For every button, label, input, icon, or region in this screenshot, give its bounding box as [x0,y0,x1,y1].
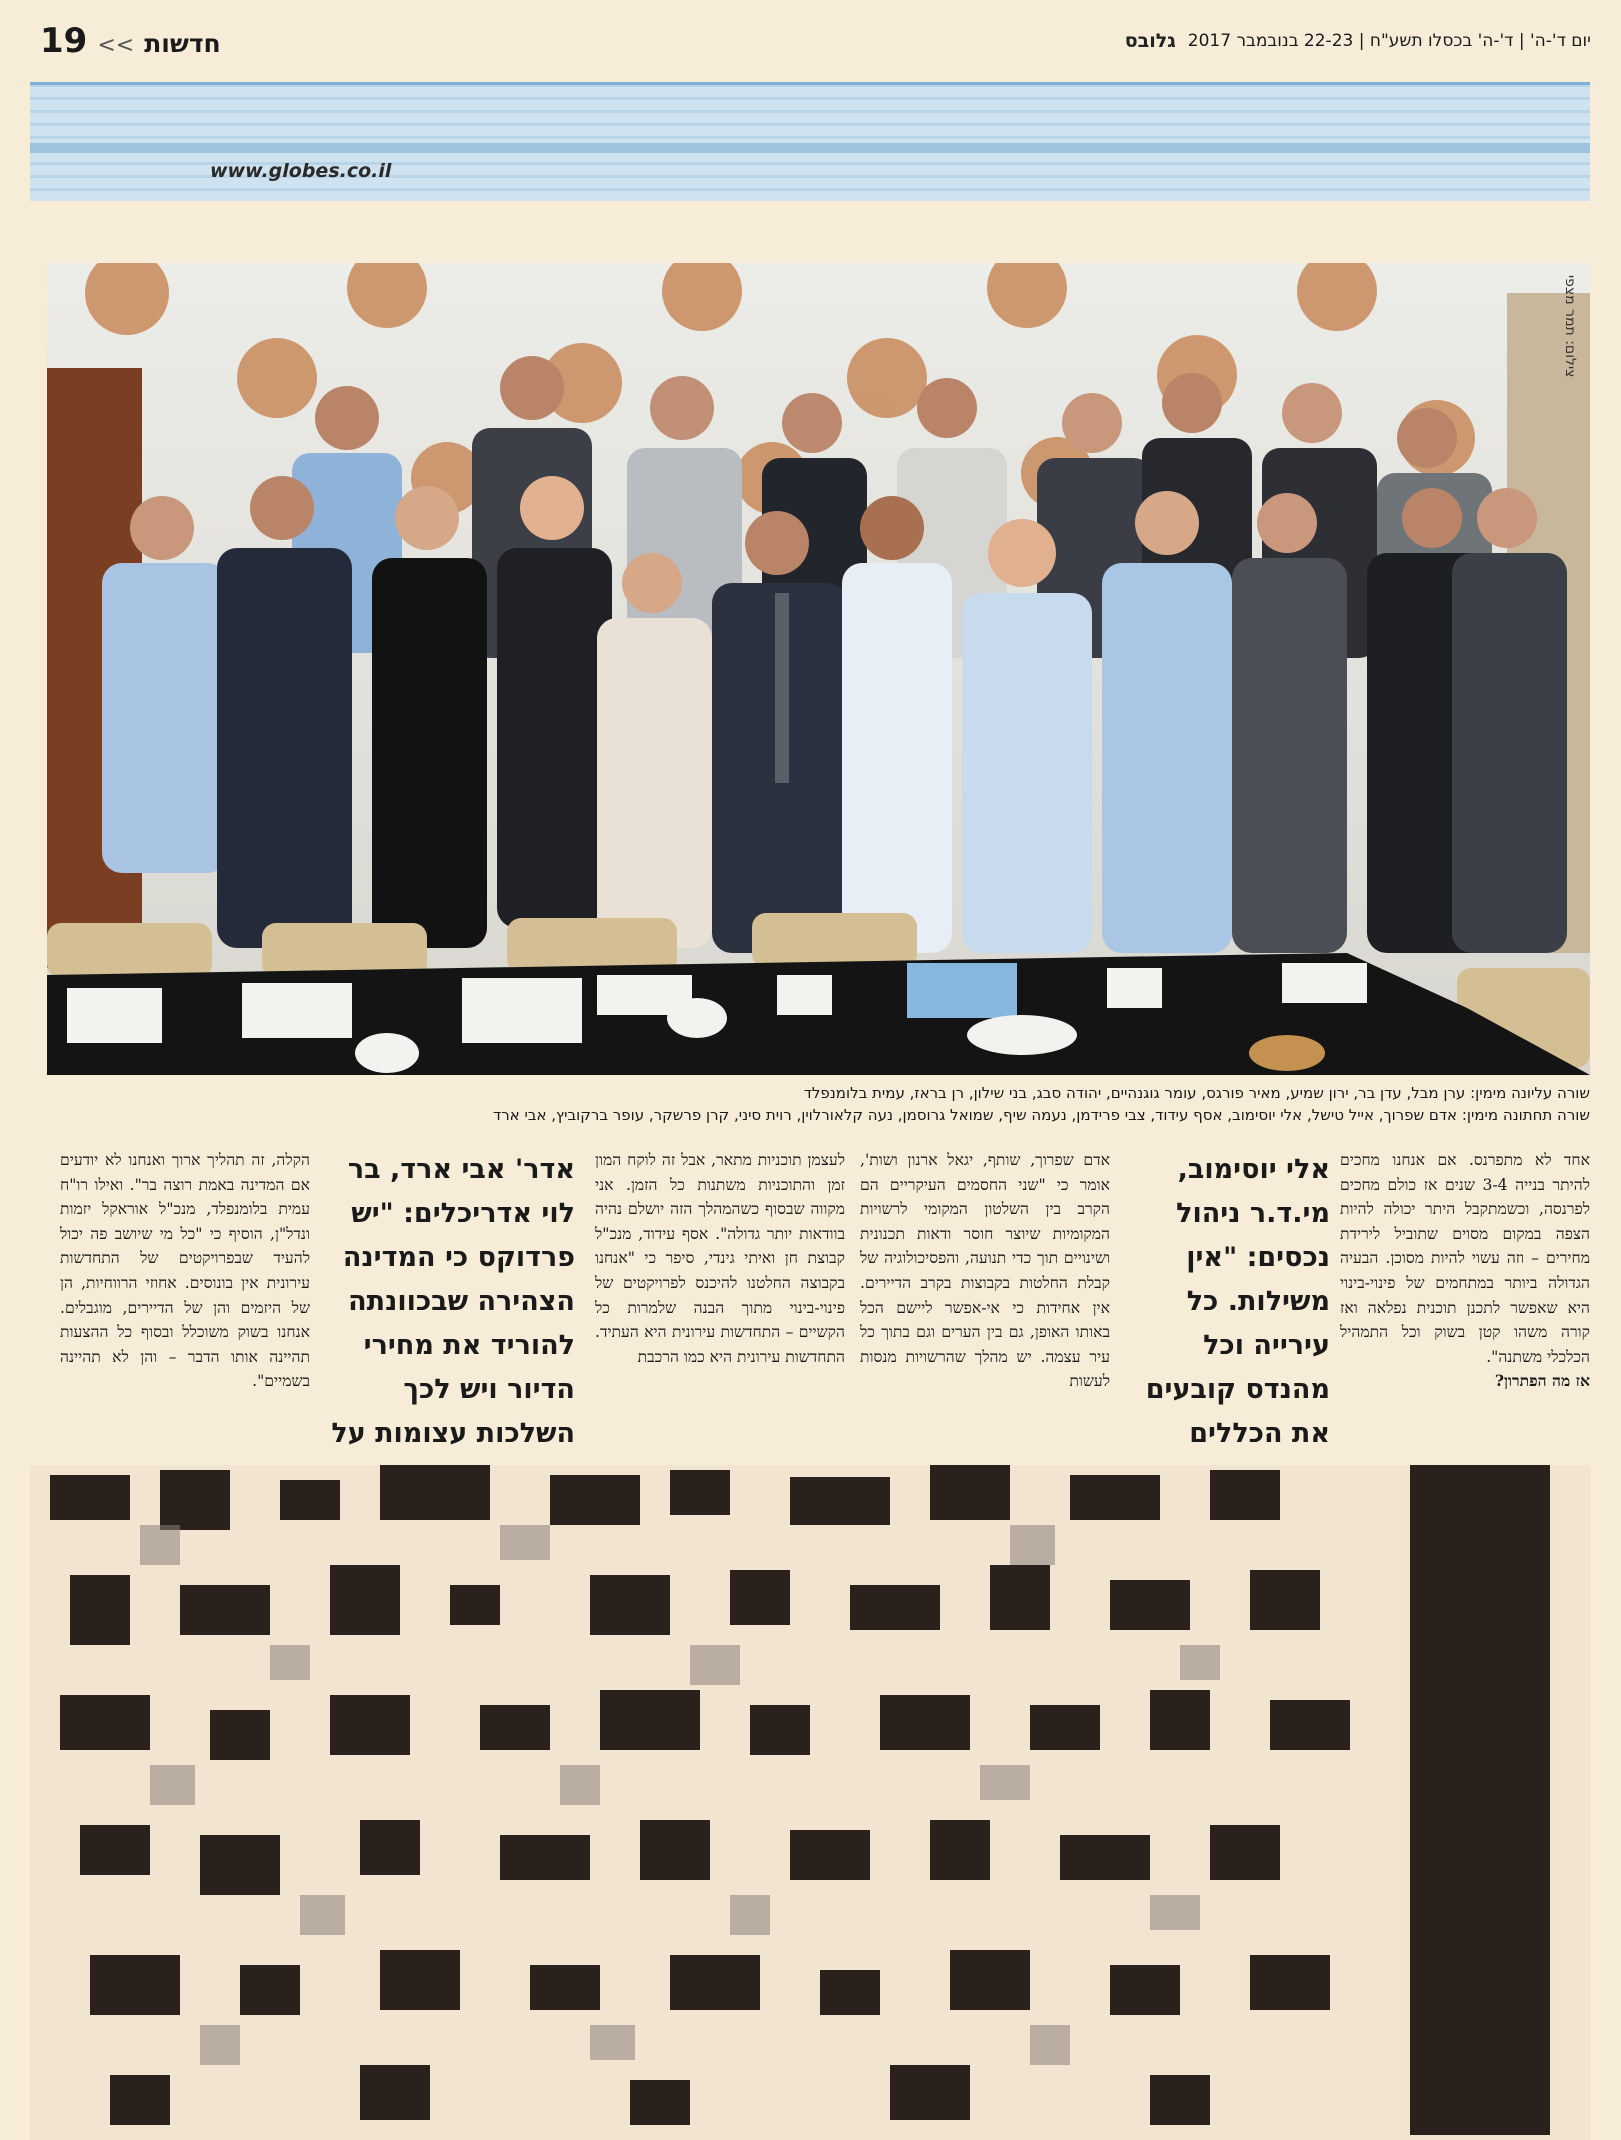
pixelated-pattern [30,1465,1590,2140]
obscured-region [30,1465,1590,2140]
page-number-block [40,21,221,61]
column-1-text: אחד לא מתפרנס. אם אנחנו מחכים להיתר בנייה 3-4 שנים אז כולם מחכים לפרנסה, וכשמתקבל היתר יכולה להיות הצפה במקום מסוים שתוביל לירידת מחירים – וזה עשוי להיות מסוכן. הבעיה הגדולה ביותר במתחמים של פינוי-בינוי היא שאפשר לתכנן תוכנית נפלאה ואז קורה משהו קטן בשוק וכל התמהיל הכלכלי משתנה". [1340,1151,1591,1366]
caption-bottom-row: שורה תחתונה מימין: אדם שפרוך, אייל טישל, אלי יוסימוב, אסף עידוד, צבי פרידמן, נעמה שיף, שמואל גרוסמן, נעה קלאורלוין, רוית סיני, קרן פרשקר, עופר ברקוביץ, אבי ארד [493,1106,1590,1124]
pull-quote-yosimov-speaker: אלי יוסימוב, מי.ד.ר ניהול נכסים: [1176,1154,1330,1273]
caption-top-row: שורה עליונה מימין: ערן מבל, עדן בר, ירון שמיע, מאיר פורגס, עומר גוגנהיים, יהודה סבג, בני שילון, רן בראז, עמית בלומנפלד [803,1084,1590,1102]
article-column-4 [595,1148,845,1369]
globes-logo: גלובס [1124,30,1176,52]
group-photo [47,263,1590,1075]
article-column-6 [60,1148,310,1394]
site-url[interactable]: www.globes.co.il [210,160,392,182]
column-6-text: הקלה, זה תהליך ארוך ואנחנו לא יודעים אם המדינה באמת רוצה בר". ואילו רו"ח עמית בלומנפלד, מנכ"ל אוראקל יזמות ונדל"ן, הוסיף כי "כל מי שיושב פה יכול להעיד שבפרויקטים של התחדשות עירונית אין בונוסים. אחוזי הרווחיות, הן של היזמים והן של הדיירים, מוגבלים. אנחנו בשוק משוכלל ובסוף כל ההצעות תהיינה אותו הדבר – והן לא תהיינה בשמיים". [60,1151,310,1391]
arrows-icon: << [97,33,135,58]
page-number: 19 [40,21,88,61]
article-column-1 [1340,1148,1590,1394]
pull-quote-yosimov-text: "אין משילות. כל עירייה וכל מהנדס קובעים את הכללים [1145,1242,1330,1449]
section-name: חדשות [144,29,221,58]
decorative-band [30,82,1590,201]
pull-quote-arad-text: "יש פרדוקס כי המדינה הצהירה שבכוונתה להוריד את מחירי הדיור ויש לכך השלכות עצומות על [331,1198,575,1449]
photo-caption [47,1082,1590,1126]
article-column-3 [860,1148,1110,1394]
page-header [0,0,1621,82]
photo-credit: צילום: תמר מצפי [1562,275,1578,378]
group-photo-image [47,263,1590,1075]
pull-quote-arad-speaker: אדר' אבי ארד, בר לוי אדריכלים: [347,1154,575,1229]
column-3-text: אדם שפרוך, שותף, יגאל ארנון ושות', אומר כי "שני החסמים העיקריים הם הקרב בין השלטון המקומי לרשויות המקומיות שיוצר חוסר ודאות תכנונית ושינויים תוך כדי תנועה, והפסיכולוגיה של קבלת החלטות בקבוצות בקרב הדיירים. אין אחידות כי אי-אפשר ליישם הכל באותו האופן, גם בין הערים וגם בתוך כל עיר עצמה. יש מהלך שהרשויות מנסות לעשות [860,1151,1110,1391]
band-stripe [30,143,1590,153]
column-4-text: לעצמן תוכניות מתאר, אבל זה לוקח המון זמן והתוכניות משתנות כל הזמן. אני מקווה שבסוף כשהמהלך הזה יושלם נהיה בוודאות יותר גדולה". אסף עידוד, מנכ"ל קבוצת חן ואיתי גינדי, סיפר כי "אנחנו בקבוצה החלטנו להיכנס לפרויקטים של פינוי-בינוי מתוך הבנה שלמרות כל הקשיים – התחדשות עירונית היא העתיד. התחדשות עירונית היא כמו הרכבת [595,1151,845,1366]
column-1-question: אז מה הפתרון? [1494,1371,1590,1391]
issue-date: יום ד'-ה' | ד'-ה' בכסלו תשע"ח | 22-23 בנובמבר 2017 [1187,31,1591,51]
issue-info [1125,30,1591,52]
